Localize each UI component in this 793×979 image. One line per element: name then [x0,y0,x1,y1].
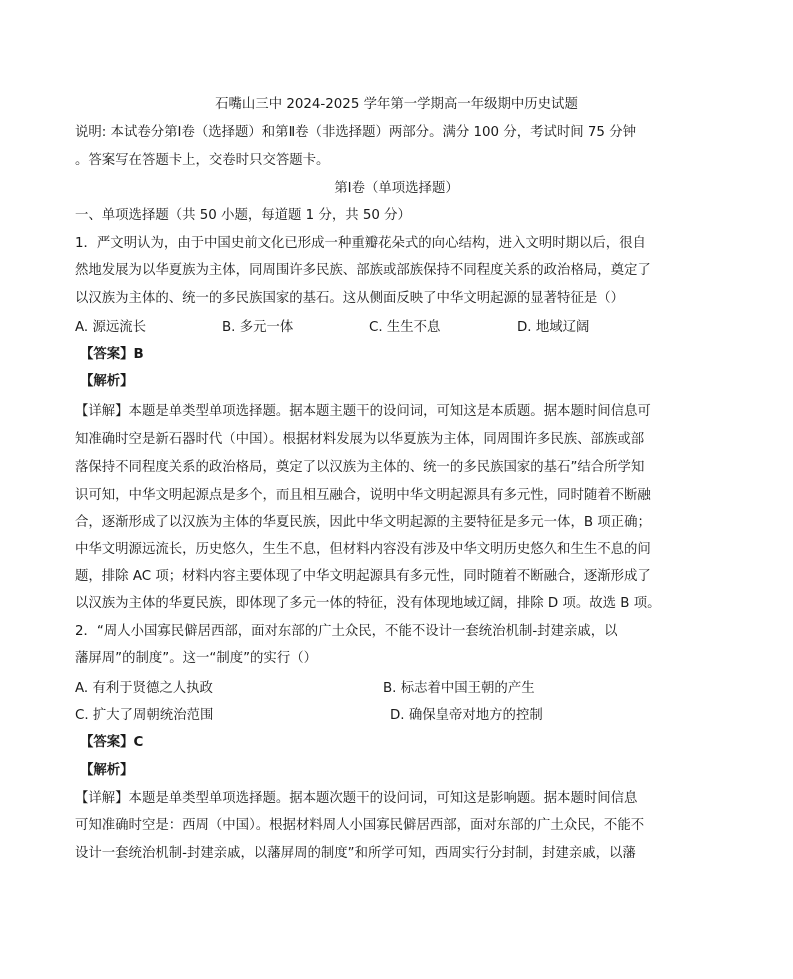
q1-detail-line-2: 知准确时空是新石器时代（中国）。根据材料发展为以华夏族为主体，同周围许多民族、部族或部 [75,432,645,447]
q1-answer: 【答案】B [80,347,144,362]
q2-analysis-label: 【解析】 [80,763,134,778]
q1-option-a: A. 源远流长 [75,320,146,335]
q1-analysis-label: 【解析】 [80,374,134,389]
q1-detail-line-8: 以汉族为主体的华夏民族，即体现了多元一体的特征，没有体现地域辽阔，排除 D 项。故选 B 项。 [75,596,661,611]
q1-detail-line-5: 合，逐渐形成了以汉族为主体的华夏民族，因此中华文明起源的主要特征是多元一体，B 项正确； [75,515,651,530]
q2-detail-line-1: 【详解】本题是单类型单项选择题。据本题次题干的设问词，可知这是影响题。据本题时间信息 [75,791,638,806]
q1-detail-line-1: 【详解】本题是单类型单项选择题。据本题主题干的设问词，可知这是本质题。据本题时间信息可 [75,404,651,419]
exam-title: 石嘴山三中 2024-2025 学年第一学期高一年级期中历史试题 [215,97,578,112]
q2-detail-line-2: 可知准确时空是：西周（中国）。根据材料周人小国寡民僻居西部，面对东部的广土众民，不能不 [75,818,645,833]
intro-line-1: 说明: 本试卷分第Ⅰ卷（选择题）和第Ⅱ卷（非选择题）两部分。满分 100 分，考试时间 75 分钟 [75,125,636,140]
q1-option-c: C. 生生不息 [369,320,441,335]
intro-line-2: 。答案写在答题卡上，交卷时只交答题卡。 [75,153,330,168]
q2-option-d: D. 确保皇帝对地方的控制 [390,708,543,723]
q1-stem-line-1: 1．严文明认为，由于中国史前文化已形成一种重瓣花朵式的向心结构，进入文明时期以后，很自 [75,236,646,251]
q2-stem-line-1: 2．“周人小国寡民僻居西部，面对东部的广土众民，不能不设计一套统治机制-封建亲戚，以 [75,624,618,639]
q1-stem-line-3: 以汉族为主体的、统一的多民族国家的基石。这从侧面反映了中华文明起源的显著特征是（） [75,291,625,306]
q1-detail-line-4: 识可知，中华文明起源点是多个，而且相互融合，说明中华文明起源具有多元性，同时随着不断融 [75,488,651,503]
q1-detail-line-7: 题，排除 AC 项；材料内容主要体现了中华文明起源具有多元性，同时随着不断融合，逐渐形成了 [75,569,651,584]
part1-title: 第Ⅰ卷（单项选择题） [334,181,459,196]
q2-detail-line-3: 设计一套统治机制-封建亲戚，以藩屏周的制度”和所学可知，西周实行分封制，封建亲戚，以藩 [75,846,636,861]
section-title: 一、单项选择题（共 50 小题，每道题 1 分，共 50 分） [75,208,411,223]
q1-detail-line-3: 落保持不同程度关系的政治格局，奠定了以汉族为主体的、统一的多民族国家的基石”结合所学知 [75,460,645,475]
q1-stem-line-2: 然地发展为以华夏族为主体，同周围许多民族、部族或部族保持不同程度关系的政治格局，奠定了 [75,263,651,278]
q2-option-c: C. 扩大了周朝统治范围 [75,708,214,723]
q1-option-d: D. 地域辽阔 [517,320,590,335]
q2-option-b: B. 标志着中国王朝的产生 [383,681,535,696]
q2-option-a: A. 有利于贤德之人执政 [75,681,213,696]
q2-answer: 【答案】C [80,735,144,750]
q1-option-b: B. 多元一体 [222,320,294,335]
q2-stem-line-2: 藩屏周”的制度”。这一“制度”的实行（） [75,651,317,666]
q1-detail-line-6: 中华文明源远流长，历史悠久，生生不息，但材料内容没有涉及中华文明历史悠久和生生不息的问 [75,542,651,557]
